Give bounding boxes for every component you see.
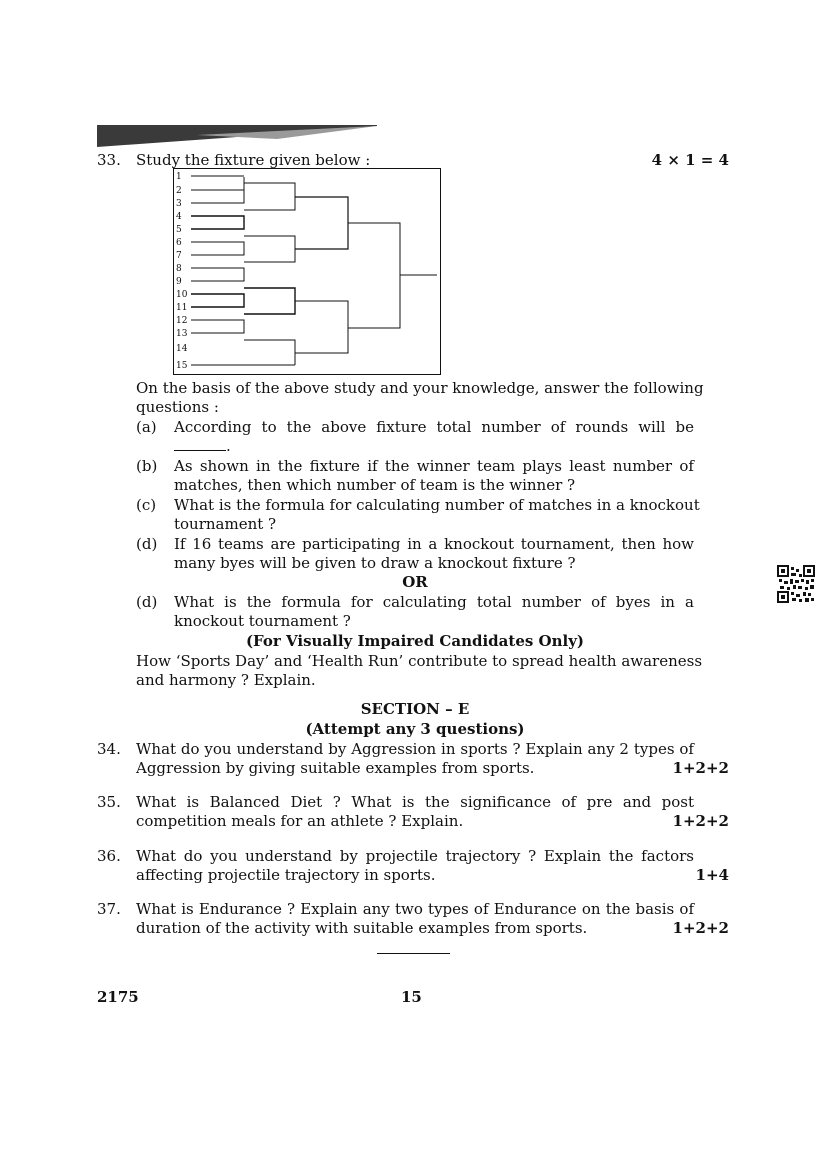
section-title: SECTION – E	[360, 700, 470, 718]
fixture-team-label: 11	[176, 303, 188, 313]
question-35-number: 35.	[97, 793, 121, 811]
question-35-marks: 1+2+2	[672, 812, 729, 830]
question-36-line2: affecting projectile trajectory in sports.	[136, 866, 436, 884]
part-b-label: (b)	[136, 457, 158, 475]
question-33-number: 33.	[97, 151, 121, 169]
part-d-line2: many byes will be given to draw a knockout fixture ?	[174, 554, 576, 572]
end-rule	[377, 953, 450, 954]
question-36-number: 36.	[97, 847, 121, 865]
visually-impaired-heading: (For Visually Impaired Candidates Only)	[245, 632, 585, 650]
qr-code-icon	[777, 565, 815, 603]
section-instruction: (Attempt any 3 questions)	[305, 720, 525, 738]
question-37-number: 37.	[97, 900, 121, 918]
part-c-label: (c)	[136, 496, 157, 514]
fixture-team-label: 8	[176, 264, 182, 274]
part-c-line1: What is the formula for calculating number of matches in a knockout	[174, 496, 700, 514]
visually-impaired-line2: and harmony ? Explain.	[136, 671, 316, 689]
question-37-line2: duration of the activity with suitable examples from sports.	[136, 919, 588, 937]
part-d-line1: If 16 teams are participating in a knockout tournament, then how	[174, 535, 694, 553]
header-band	[97, 125, 377, 147]
visually-impaired-line1: How ‘Sports Day’ and ‘Health Run’ contribute to spread health awareness	[136, 652, 703, 670]
part-a-label: (a)	[136, 418, 157, 436]
question-35-line2: competition meals for an athlete ? Explain.	[136, 812, 464, 830]
paper-code: 2175	[97, 988, 139, 1006]
fixture-team-label: 1	[176, 172, 182, 182]
part-a-line1: According to the above fixture total number of rounds will be	[174, 418, 694, 436]
question-34-number: 34.	[97, 740, 121, 758]
fixture-team-label: 9	[176, 277, 182, 287]
or-divider: OR	[402, 573, 428, 591]
part-a-line2	[174, 437, 231, 456]
question-34-line2: Aggression by giving suitable examples from sports.	[136, 759, 535, 777]
part-a-line2-suffix: .	[226, 437, 231, 455]
fixture-team-label: 12	[176, 316, 188, 326]
question-33-intro: Study the fixture given below :	[136, 151, 371, 169]
fixture-team-label: 3	[176, 199, 182, 209]
part-d-label: (d)	[136, 535, 158, 553]
fixture-team-label: 2	[176, 186, 182, 196]
question-36-marks: 1+4	[695, 866, 729, 884]
question-34-line1: What do you understand by Aggression in sports ? Explain any 2 types of	[136, 740, 694, 758]
part-c-line2: tournament ?	[174, 515, 277, 533]
question-37-line1: What is Endurance ? Explain any two types of Endurance on the basis of	[136, 900, 694, 918]
fixture-team-label: 13	[176, 329, 188, 339]
fixture-team-label: 5	[176, 225, 182, 235]
part-b-line1: As shown in the fixture if the winner team plays least number of	[174, 457, 694, 475]
question-33-marks: 4 × 1 = 4	[651, 151, 729, 169]
fixture-team-label: 4	[176, 212, 182, 222]
part-d-alt-line1: What is the formula for calculating total number of byes in a	[174, 593, 694, 611]
fixture-team-label: 6	[176, 238, 182, 248]
fixture-team-label: 10	[176, 290, 188, 300]
page-number: 15	[401, 988, 422, 1006]
question-37-marks: 1+2+2	[672, 919, 729, 937]
knockout-fixture-diagram	[173, 168, 441, 375]
fixture-team-label: 14	[176, 344, 188, 354]
fixture-team-label: 15	[176, 361, 188, 371]
part-d-alt-label: (d)	[136, 593, 158, 611]
part-d-alt-line2: knockout tournament ?	[174, 612, 351, 630]
question-35-line1: What is Balanced Diet ? What is the significance of pre and post	[136, 793, 694, 811]
question-33-lead-line1: On the basis of the above study and your knowledge, answer the following	[136, 379, 704, 397]
question-34-marks: 1+2+2	[672, 759, 729, 777]
question-36-line1: What do you understand by projectile trajectory ? Explain the factors	[136, 847, 694, 865]
part-b-line2: matches, then which number of team is the winner ?	[174, 476, 576, 494]
fixture-team-label: 7	[176, 251, 182, 261]
question-33-lead-line2: questions :	[136, 398, 219, 416]
answer-blank	[174, 438, 226, 451]
